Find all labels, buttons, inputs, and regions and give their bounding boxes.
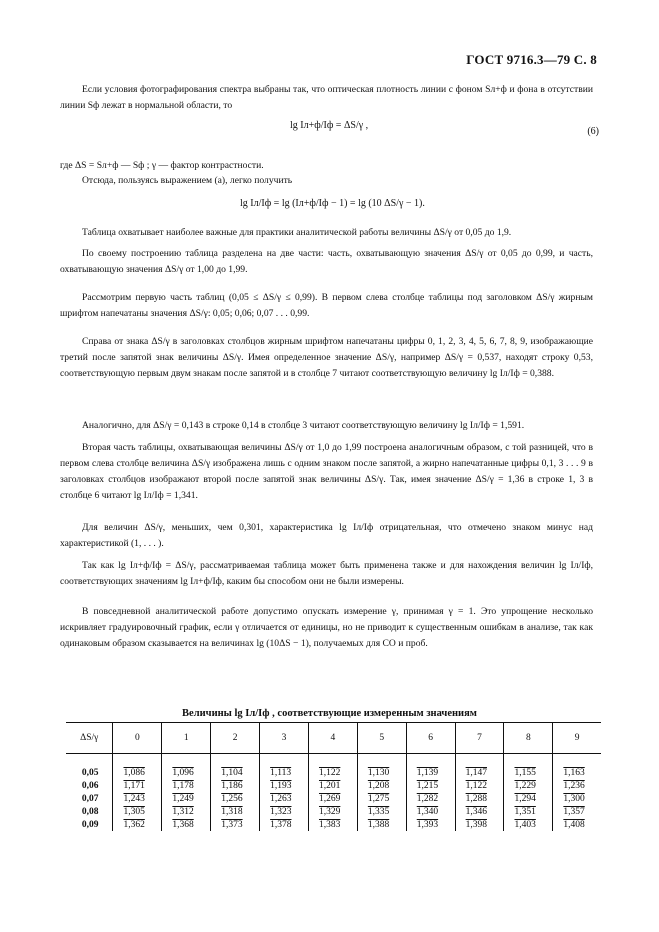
table-cell <box>211 818 260 831</box>
cell-value: 1,122 <box>465 780 487 791</box>
table-caption: Величины lg Iл/Iф , соответствующие измеренным значениям <box>182 708 477 719</box>
table-cell <box>504 792 553 805</box>
cell-value: 1,312 <box>172 806 194 817</box>
cell-value: 1,323 <box>270 806 292 817</box>
table-cell <box>162 792 211 805</box>
cell-value: 1,318 <box>221 806 243 817</box>
cell-value: 1,357 <box>563 806 585 817</box>
table-cell <box>113 792 162 805</box>
cell-value: 1,269 <box>318 793 341 804</box>
paragraph-2: где ΔS = Sл+ф — Sф ; γ — фактор контрастности. <box>60 160 264 171</box>
cell-value: 1,346 <box>465 806 487 817</box>
formula-2: lg Iл/Iф = lg (Iл+ф/Iф − 1) = lg (10 ΔS/γ − 1). <box>240 198 425 209</box>
column-header: 1 <box>162 723 211 754</box>
table-row <box>66 792 601 805</box>
table-cell <box>504 805 553 818</box>
table-cell <box>357 779 406 792</box>
table-cell <box>406 818 455 831</box>
column-header: 0 <box>113 723 162 754</box>
cell-value: 1,351 <box>514 806 536 817</box>
table-cell <box>260 805 309 818</box>
row-label: 0,07 <box>81 793 99 804</box>
table-cell <box>406 792 455 805</box>
table-row <box>66 805 601 818</box>
table-cell <box>455 779 504 792</box>
paragraph-10: Для величин ΔS/γ, меньших, чем 0,301, характеристика lg Iл/Iф отрицательная, что отмечено знаком минус над характеристикой (1, . . . ). <box>60 522 593 549</box>
equation-number: (6) <box>587 126 599 137</box>
cell-value: 1,288 <box>465 793 487 804</box>
table-cell <box>553 754 601 780</box>
table-cell <box>113 779 162 792</box>
cell-value: 1,398 <box>465 819 487 830</box>
table-cell <box>308 818 357 831</box>
row-label: 0,05 <box>81 767 99 778</box>
cell-value: 1,096 <box>172 767 194 778</box>
paragraph-7: Справа от знака ΔS/γ в заголовках столбцов жирным шрифтом напечатаны цифры 0, 1, 2, 3, 4, 5, 6, 7, 8, 9, изображающие третий после запятой знак величины ΔS/γ. Имея определенное значение ΔS/γ, например ΔS/γ = 0,537, находят строку 0,53, соответствующую первым двум знакам после запятой и в столбце 7 читают соответствующую величину lg Iл/Iф = 0,388. <box>60 336 593 379</box>
cell-value: 1,373 <box>221 819 243 830</box>
paragraph-9: Вторая часть таблицы, охватывающая величины ΔS/γ от 1,0 до 1,99 построена аналогичным образом, с той разницей, что в первом слева столбце величина ΔS/γ изображена лишь с одним знаком после запятой, а жирно напечатанные цифры 0,1, 3 . . . 9 в заголовках столбцов изображают второй после запятой знак величины ΔS/γ. Так, имея значение ΔS/γ = 1,36 в строке 1, 3 в столбце 6 читают lg Iл/Iф = 1,341. <box>60 442 593 501</box>
column-header: 6 <box>406 723 455 754</box>
cell-value: 1,147 <box>465 767 487 778</box>
table-cell <box>162 805 211 818</box>
table-cell <box>553 792 601 805</box>
row-label: 0,06 <box>81 780 99 791</box>
cell-value: 1,393 <box>416 819 439 830</box>
row-label: 0,08 <box>81 806 99 817</box>
cell-value: 1,305 <box>123 806 145 817</box>
cell-value: 1,403 <box>514 819 536 830</box>
cell-value: 1,294 <box>514 793 536 804</box>
cell-value: 1,130 <box>367 767 390 778</box>
cell-value: 1,186 <box>221 780 243 791</box>
cell-value: 1,178 <box>172 780 194 791</box>
column-header: 9 <box>553 723 601 754</box>
paragraph-12: В повседневной аналитической работе допустимо опускать измерение γ, принимая γ = 1. Это упрощение несколько искривляет градуировочный график, если γ отличается от единицы, но не приводит к существенным ошибкам в анализе, так как одинаковым образом сказывается на величинах lg (10ΔS − 1), получаемых для СО и проб. <box>60 606 593 649</box>
table-cell <box>553 805 601 818</box>
table-cell <box>406 754 455 780</box>
table-cell <box>553 779 601 792</box>
table-header-row <box>66 723 601 754</box>
cell-value: 1,335 <box>367 806 390 817</box>
table-cell <box>211 754 260 780</box>
table-cell <box>406 779 455 792</box>
table-cell <box>113 805 162 818</box>
table-row <box>66 818 601 831</box>
cell-value: 1,104 <box>221 767 243 778</box>
cell-value: 1,368 <box>172 819 194 830</box>
table-cell <box>308 805 357 818</box>
cell-value: 1,362 <box>123 819 145 830</box>
table-cell <box>357 805 406 818</box>
cell-value: 1,378 <box>270 819 292 830</box>
formula-6: lg Iл+ф/Iф = ΔS/γ , <box>290 120 369 131</box>
paragraph-11: Так как lg Iл+ф/Iф = ΔS/γ, рассматриваемая таблица может быть применена также и для нахождения величин lg Iл/Iф, соответствующих значениям lg Iл+ф/Iф, каким бы способом они не были измерены. <box>60 560 593 587</box>
cell-value: 1,300 <box>563 793 585 804</box>
corner-header: ΔS/γ <box>66 723 113 754</box>
table-cell <box>504 818 553 831</box>
table-cell <box>308 754 357 780</box>
paragraph-5: По своему построению таблица разделена на две части: часть, охватывающую значения ΔS/γ от 0,05 до 0,99, и часть, охватывающую значения ΔS/γ от 1,00 до 1,99. <box>60 248 593 275</box>
table-cell <box>504 754 553 780</box>
table-cell <box>357 754 406 780</box>
paragraph-1: Если условия фотографирования спектра выбраны так, что оптическая плотность линии с фоном Sл+ф и фона в отсутствии линии Sф лежат в нормальной области, то <box>60 84 593 111</box>
table-cell <box>260 818 309 831</box>
cell-value: 1,208 <box>367 780 390 791</box>
column-header: 4 <box>308 723 357 754</box>
cell-value: 1,163 <box>563 767 585 778</box>
cell-value: 1,282 <box>416 793 439 804</box>
table-cell <box>455 754 504 780</box>
table-cell <box>260 754 309 780</box>
table-body <box>66 754 601 832</box>
table-cell <box>308 792 357 805</box>
cell-value: 1,256 <box>221 793 243 804</box>
cell-value: 1,201 <box>318 780 341 791</box>
cell-value: 1,383 <box>318 819 341 830</box>
cell-value: 1,155 <box>514 767 536 778</box>
column-header: 8 <box>504 723 553 754</box>
table-cell <box>504 779 553 792</box>
cell-value: 1,229 <box>514 780 536 791</box>
table-cell <box>162 779 211 792</box>
cell-value: 1,171 <box>123 780 145 791</box>
cell-value: 1,243 <box>123 793 145 804</box>
table-cell <box>211 805 260 818</box>
cell-value: 1,388 <box>367 819 390 830</box>
table-cell <box>113 754 162 780</box>
table-cell <box>162 818 211 831</box>
column-header: 7 <box>455 723 504 754</box>
cell-value: 1,236 <box>563 780 585 791</box>
paragraph-4: Таблица охватывает наиболее важные для практики аналитической работы величины ΔS/γ от 0,05 до 1,9. <box>82 227 512 238</box>
cell-value: 1,340 <box>416 806 439 817</box>
values-table <box>66 722 601 831</box>
cell-value: 1,113 <box>270 767 292 778</box>
table-cell <box>553 818 601 831</box>
row-label: 0,09 <box>81 819 99 830</box>
table-cell <box>211 792 260 805</box>
cell-value: 1,122 <box>318 767 341 778</box>
table-cell <box>211 779 260 792</box>
table-cell <box>260 792 309 805</box>
table-cell <box>455 792 504 805</box>
table-cell <box>308 779 357 792</box>
paragraph-3: Отсюда, пользуясь выражением (а), легко получить <box>82 175 293 186</box>
column-header: 2 <box>211 723 260 754</box>
table-cell <box>162 754 211 780</box>
table-row <box>66 779 601 792</box>
cell-value: 1,329 <box>318 806 341 817</box>
table-cell <box>113 818 162 831</box>
table-cell <box>406 805 455 818</box>
paragraph-8: Аналогично, для ΔS/γ = 0,143 в строке 0,14 в столбце 3 читают соответствующую величину lg Iл/Iф = 1,591. <box>82 420 525 431</box>
page-header: ГОСТ 9716.3—79 С. 8 <box>466 52 597 67</box>
column-header: 3 <box>260 723 309 754</box>
column-header: 5 <box>357 723 406 754</box>
cell-value: 1,275 <box>367 793 390 804</box>
table-row <box>66 754 601 780</box>
table-cell <box>455 818 504 831</box>
cell-value: 1,086 <box>123 767 145 778</box>
paragraph-6: Рассмотрим первую часть таблиц (0,05 ≤ ΔS/γ ≤ 0,99). В первом слева столбце таблицы под заголовком ΔS/γ жирным шрифтом напечатаны значения ΔS/γ: 0,05; 0,06; 0,07 . . . 0,99. <box>60 292 593 319</box>
table-cell <box>455 805 504 818</box>
cell-value: 1,193 <box>270 780 292 791</box>
table-cell <box>357 818 406 831</box>
cell-value: 1,408 <box>563 819 585 830</box>
cell-value: 1,263 <box>270 793 292 804</box>
cell-value: 1,215 <box>416 780 439 791</box>
cell-value: 1,249 <box>172 793 194 804</box>
cell-value: 1,139 <box>416 767 439 778</box>
table-cell <box>357 792 406 805</box>
table-cell <box>260 779 309 792</box>
